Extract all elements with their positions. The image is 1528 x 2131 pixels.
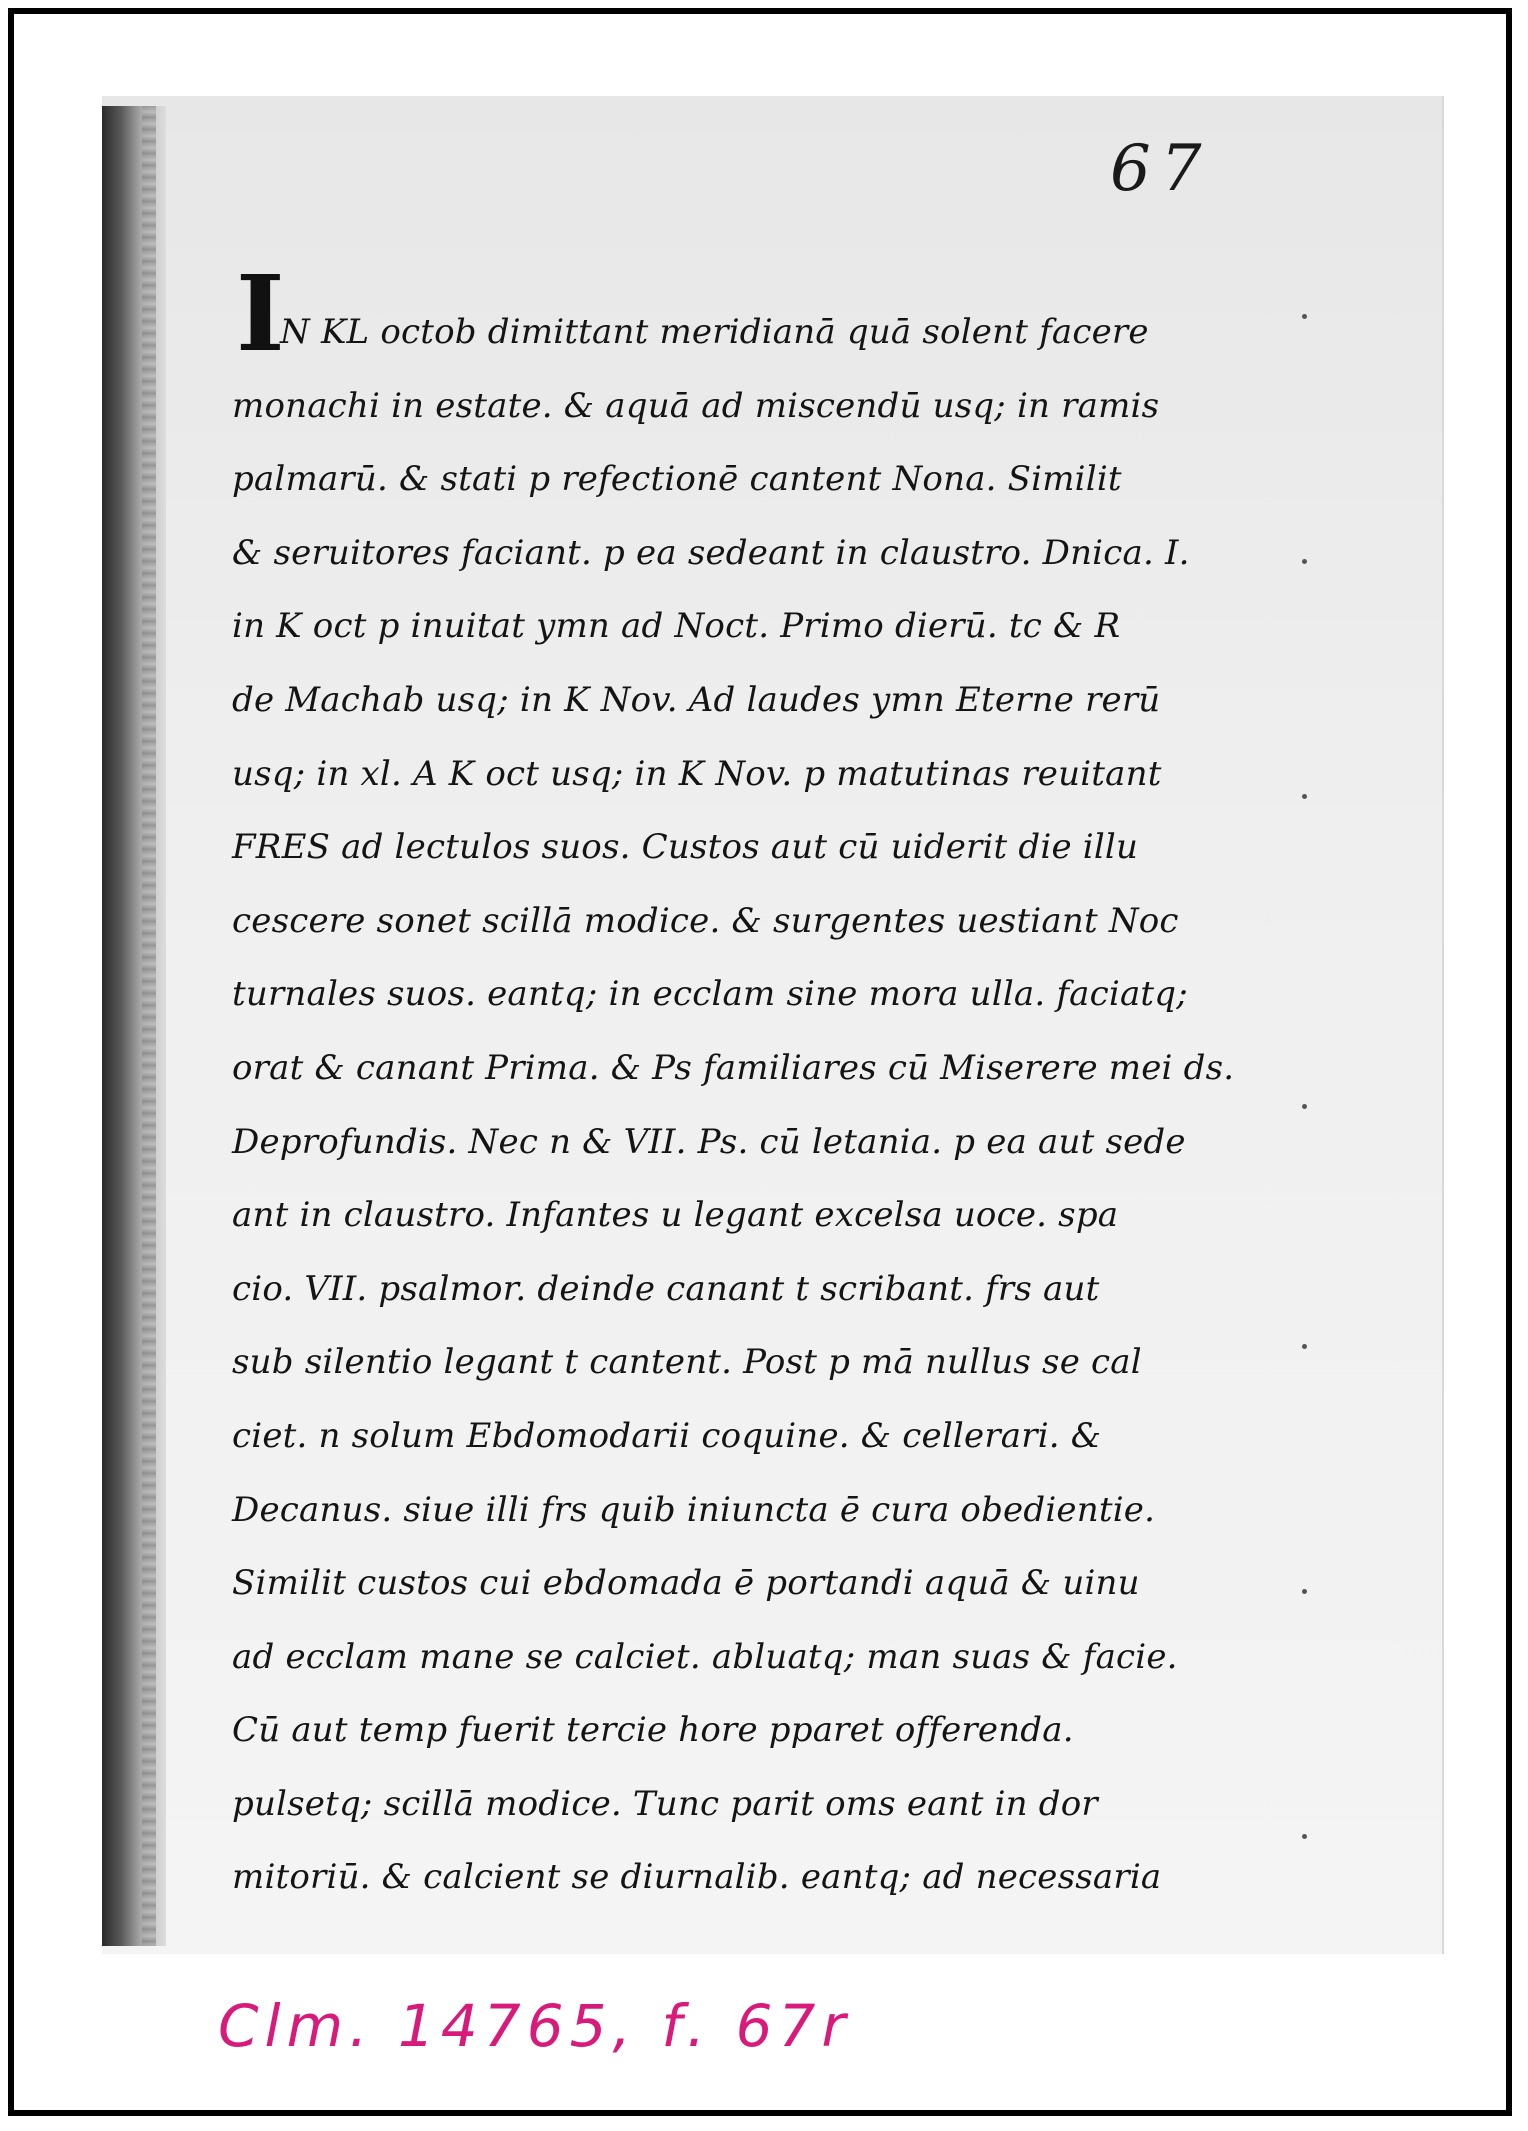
pricking-dot	[1302, 1834, 1307, 1839]
text-line: palmarū. & stati p refectionē cantent Nona. Similit	[232, 459, 1122, 500]
text-line: N KL octob dimittant meridianā quā solent facere	[280, 312, 1149, 352]
text-line: & seruitores faciant. p ea sedeant in claustro. Dnica. I.	[232, 532, 1190, 573]
pricking-dot	[1302, 314, 1307, 319]
manuscript-text	[232, 296, 1235, 1915]
folio-number: 67	[1110, 132, 1212, 206]
text-line: Similit custos cui ebdomada ē portandi aquā & uinu	[232, 1563, 1140, 1604]
photo-frame	[8, 8, 1512, 2116]
pricking-dot	[1302, 1589, 1307, 1594]
text-line: Cū aut temp fuerit tercie hore pparet offerenda.	[232, 1710, 1074, 1751]
text-line: Deprofundis. Nec n & VII. Ps. cū letania. p ea aut sede	[232, 1121, 1186, 1162]
text-line: ad ecclam mane se calciet. abluatq; man suas & facie.	[232, 1636, 1178, 1677]
decorated-initial: I	[236, 252, 285, 375]
text-line: orat & canant Prima. & Ps familiares cū Miserere mei ds.	[232, 1047, 1235, 1088]
binding-edge	[142, 106, 156, 1946]
pricking-dot	[1302, 1344, 1307, 1349]
pricking-dot	[1302, 1104, 1307, 1109]
text-line: monachi in estate. & aquā ad miscendū usq; in ramis	[232, 385, 1160, 426]
text-line: in K oct p inuitat ymn ad Noct. Primo dierū. tc & R	[232, 606, 1121, 647]
text-line: mitoriū. & calcient se diurnalib. eantq; ad necessaria	[232, 1857, 1162, 1898]
text-line: ciet. n solum Ebdomodarii coquine. & cellerari. &	[232, 1415, 1102, 1456]
shelfmark-annotation: Clm. 14765, f. 67r	[218, 1992, 852, 2060]
text-line: sub silentio legant t cantent. Post p mā nullus se cal	[232, 1342, 1142, 1383]
text-line: ant in claustro. Infantes u legant excelsa uoce. spa	[232, 1195, 1119, 1236]
text-line: de Machab usq; in K Nov. Ad laudes ymn Eterne rerū	[232, 679, 1161, 720]
text-line: pulsetq; scillā modice. Tunc parit oms eant in dor	[232, 1783, 1098, 1824]
text-line: usq; in xl. A K oct usq; in K Nov. p matutinas reuitant	[232, 753, 1162, 794]
text-line: cio. VII. psalmor. deinde canant t scribant. frs aut	[232, 1268, 1100, 1309]
pricking-dot	[1302, 794, 1307, 799]
binding-spine	[102, 106, 166, 1946]
text-line: turnales suos. eantq; in ecclam sine mora ulla. faciatq;	[232, 974, 1188, 1015]
text-line: FRES ad lectulos suos. Custos aut cū uiderit die illu	[232, 827, 1139, 868]
pricking-dot	[1302, 559, 1307, 564]
text-line: Decanus. siue illi frs quib iniuncta ē cura obedientie.	[232, 1489, 1156, 1530]
text-line: cescere sonet scillā modice. & surgentes uestiant Noc	[232, 900, 1179, 941]
